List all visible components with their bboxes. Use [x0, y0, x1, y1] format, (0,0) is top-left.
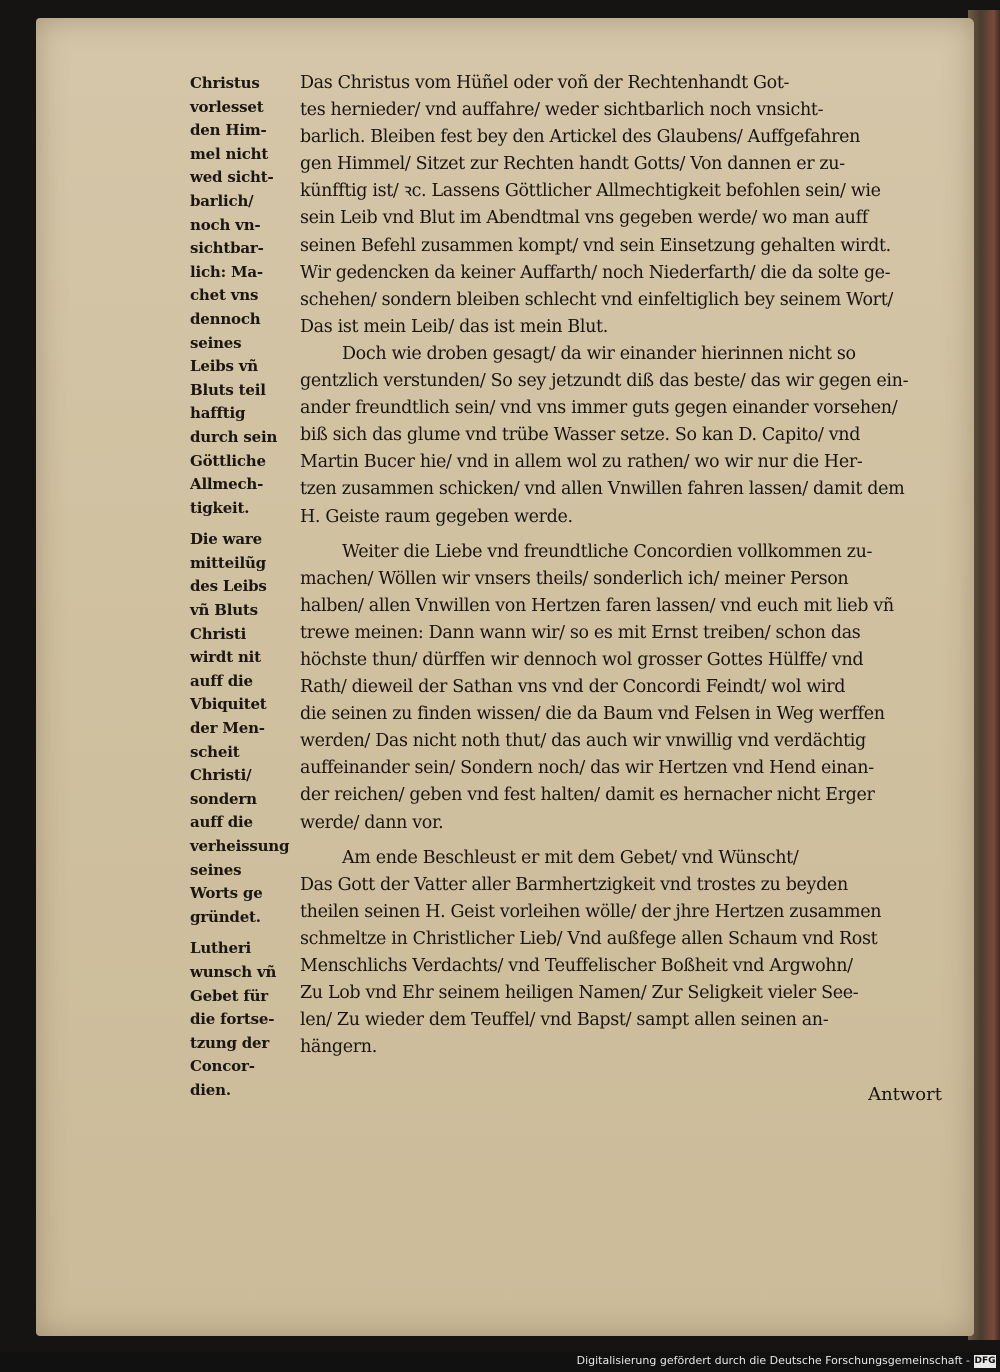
text-line: die seinen zu finden wissen/ die da Baum vnd Felsen in Weg werffen	[300, 704, 885, 725]
margin-line: lich: Ma-	[190, 262, 263, 281]
text-line: biß sich das glume vnd trübe Wasser setze. So kan D. Capito/ vnd	[300, 425, 861, 446]
margin-line: hafftig	[190, 404, 246, 423]
text-line: gentzlich verstunden/ So sey jetzundt diß das beste/ das wir gegen ein-	[300, 371, 909, 392]
margin-note-1	[190, 72, 298, 520]
margin-line: chet vns	[190, 286, 259, 305]
margin-line: die fortse-	[190, 1010, 275, 1029]
margin-line: des Leibs	[190, 577, 267, 596]
text-line: Martin Bucer hie/ vnd in allem wol zu rathen/ wo wir nur die Her-	[300, 452, 863, 473]
margin-line: seines	[190, 860, 242, 879]
margin-line: vñ Bluts	[190, 601, 258, 620]
margin-line: tigkeit.	[190, 498, 250, 517]
margin-line: Christi/	[190, 766, 252, 785]
text-line: Das Christus vom Hüñel oder voñ der Rechtenhandt Got-	[300, 73, 790, 93]
catchword: Antwort	[868, 1084, 942, 1105]
text-line: Rath/ dieweil der Sathan vns vnd der Concordi Feindt/ wol wird	[300, 677, 846, 698]
margin-line: dien.	[190, 1080, 231, 1099]
text-line: Zu Lob vnd Ehr seinem heiligen Namen/ Zur Seligkeit vieler See-	[300, 983, 859, 1004]
text-line: machen/ Wöllen wir vnsers theils/ sonderlich ich/ meiner Person	[300, 568, 849, 589]
margin-line: noch vn-	[190, 215, 261, 234]
paragraph-4	[300, 845, 948, 1062]
text-line: hängern.	[300, 1037, 377, 1058]
text-line: len/ Zu wieder dem Teuffel/ vnd Bapst/ sampt allen seinen an-	[300, 1010, 829, 1031]
margin-line: barlich/	[190, 191, 254, 210]
main-text	[300, 70, 948, 1061]
text-line: ander freundtlich sein/ vnd vns immer guts gegen einander vorsehen/	[300, 398, 898, 419]
text-line: tzen zusammen schicken/ vnd allen Vnwillen fahren lassen/ damit dem	[300, 479, 905, 500]
margin-line: Göttliche	[190, 451, 266, 470]
text-line: schmeltze in Christlicher Lieb/ Vnd außfege allen Schaum vnd Rost	[300, 928, 878, 949]
text-line: tes hernieder/ vnd auffahre/ weder sichtbarlich noch vnsicht-	[300, 100, 824, 121]
margin-line: wed sicht-	[190, 168, 274, 187]
paragraph-1	[300, 70, 948, 341]
margin-line: Worts ge	[190, 884, 263, 903]
text-line: Das ist mein Leib/ das ist mein Blut.	[300, 316, 608, 337]
text-line: werde/ dann vor.	[300, 812, 444, 833]
text-line: gen Himmel/ Sitzet zur Rechten handt Gotts/ Von dannen er zu-	[300, 154, 845, 175]
margin-line: scheit	[190, 742, 240, 761]
margin-line: Lutheri	[190, 939, 252, 958]
margin-line: mel nicht	[190, 144, 269, 163]
digitization-credit: Digitalisierung gefördert durch die Deutsche Forschungsgemeinschaft -	[576, 1354, 970, 1367]
margin-line: sondern	[190, 789, 257, 808]
text-line: Am ende Beschleust er mit dem Gebet/ vnd Wünscht/	[342, 847, 799, 868]
margin-line: sichtbar-	[190, 239, 264, 258]
margin-note-2	[190, 528, 298, 929]
margin-line: Leibs vñ	[190, 357, 258, 376]
margin-line: Christus	[190, 74, 260, 92]
margin-line: Allmech-	[190, 475, 264, 494]
margin-line: Christi	[190, 624, 247, 643]
text-line: theilen seinen H. Geist vorleihen wölle/ der jhre Hertzen zusammen	[300, 901, 882, 922]
margin-line: auff die	[190, 813, 253, 832]
text-line: sein Leib vnd Blut im Abendtmal vns gegeben werde/ wo man auff	[300, 208, 868, 229]
text-line: trewe meinen: Dann wann wir/ so es mit Ernst treiben/ schon das	[300, 622, 861, 643]
margin-line: tzung der	[190, 1033, 270, 1052]
margin-line: Vbiquitet	[190, 695, 267, 714]
text-line: künfftig ist/ ꝛc. Lassens Göttlicher Allmechtigkeit befohlen sein/ wie	[300, 181, 881, 202]
margin-line: vorlesset	[190, 97, 264, 116]
text-line: der reichen/ geben vnd fest halten/ damit es hernacher nicht Erger	[300, 785, 875, 806]
margin-line: verheissung	[190, 837, 290, 855]
text-line: Das Gott der Vatter aller Barmhertzigkeit vnd trostes zu beyden	[300, 874, 848, 895]
margin-line: durch sein	[190, 427, 278, 446]
text-line: auffeinander sein/ Sondern noch/ das wir Hertzen vnd Hend einan-	[300, 758, 874, 779]
margin-line: auff die	[190, 671, 253, 690]
margin-note-3	[190, 937, 298, 1102]
dfg-logo: DFG	[974, 1356, 996, 1366]
text-line: Weiter die Liebe vnd freundtliche Concordien vollkommen zu-	[342, 541, 873, 562]
margin-line: dennoch	[190, 309, 261, 328]
margin-line: gründet.	[190, 907, 261, 926]
text-line: schehen/ sondern bleiben schlecht vnd einfeltiglich bey seinem Wort/	[300, 289, 893, 310]
margin-line: wirdt nit	[190, 648, 261, 667]
text-line: höchste thun/ dürffen wir dennoch wol grosser Gottes Hülffe/ vnd	[300, 649, 864, 670]
margin-line: Gebet für	[190, 986, 268, 1005]
margin-line: Concor-	[190, 1057, 255, 1076]
margin-line: den Him-	[190, 121, 267, 140]
margin-line: mitteilũg	[190, 553, 266, 572]
margin-notes	[190, 72, 298, 1111]
text-line: halben/ allen Vnwillen von Hertzen faren lassen/ vnd euch mit lieb vñ	[300, 595, 894, 616]
margin-line: seines	[190, 333, 242, 352]
margin-line: wunsch vñ	[190, 962, 277, 981]
text-line: Doch wie droben gesagt/ da wir einander hierinnen nicht so	[342, 343, 856, 364]
margin-line: Die ware	[190, 530, 262, 549]
text-line: werden/ Das nicht noth thut/ das auch wir vnwillig vnd verdächtig	[300, 731, 866, 752]
text-line: seinen Befehl zusammen kompt/ vnd sein Einsetzung gehalten wirdt.	[300, 235, 891, 256]
text-line: Menschlichs Verdachts/ vnd Teuffelischer Boßheit vnd Argwohn/	[300, 956, 853, 976]
text-line: barlich. Bleiben fest bey den Artickel des Glaubens/ Auffgefahren	[300, 127, 861, 148]
paragraph-2	[300, 341, 948, 531]
paragraph-3	[300, 539, 948, 837]
margin-line: Bluts teil	[190, 380, 266, 399]
text-line: H. Geiste raum gegeben werde.	[300, 506, 573, 527]
margin-line: der Men-	[190, 719, 265, 738]
text-line: Wir gedencken da keiner Auffarth/ noch Niederfarth/ die da solte ge-	[300, 262, 891, 283]
